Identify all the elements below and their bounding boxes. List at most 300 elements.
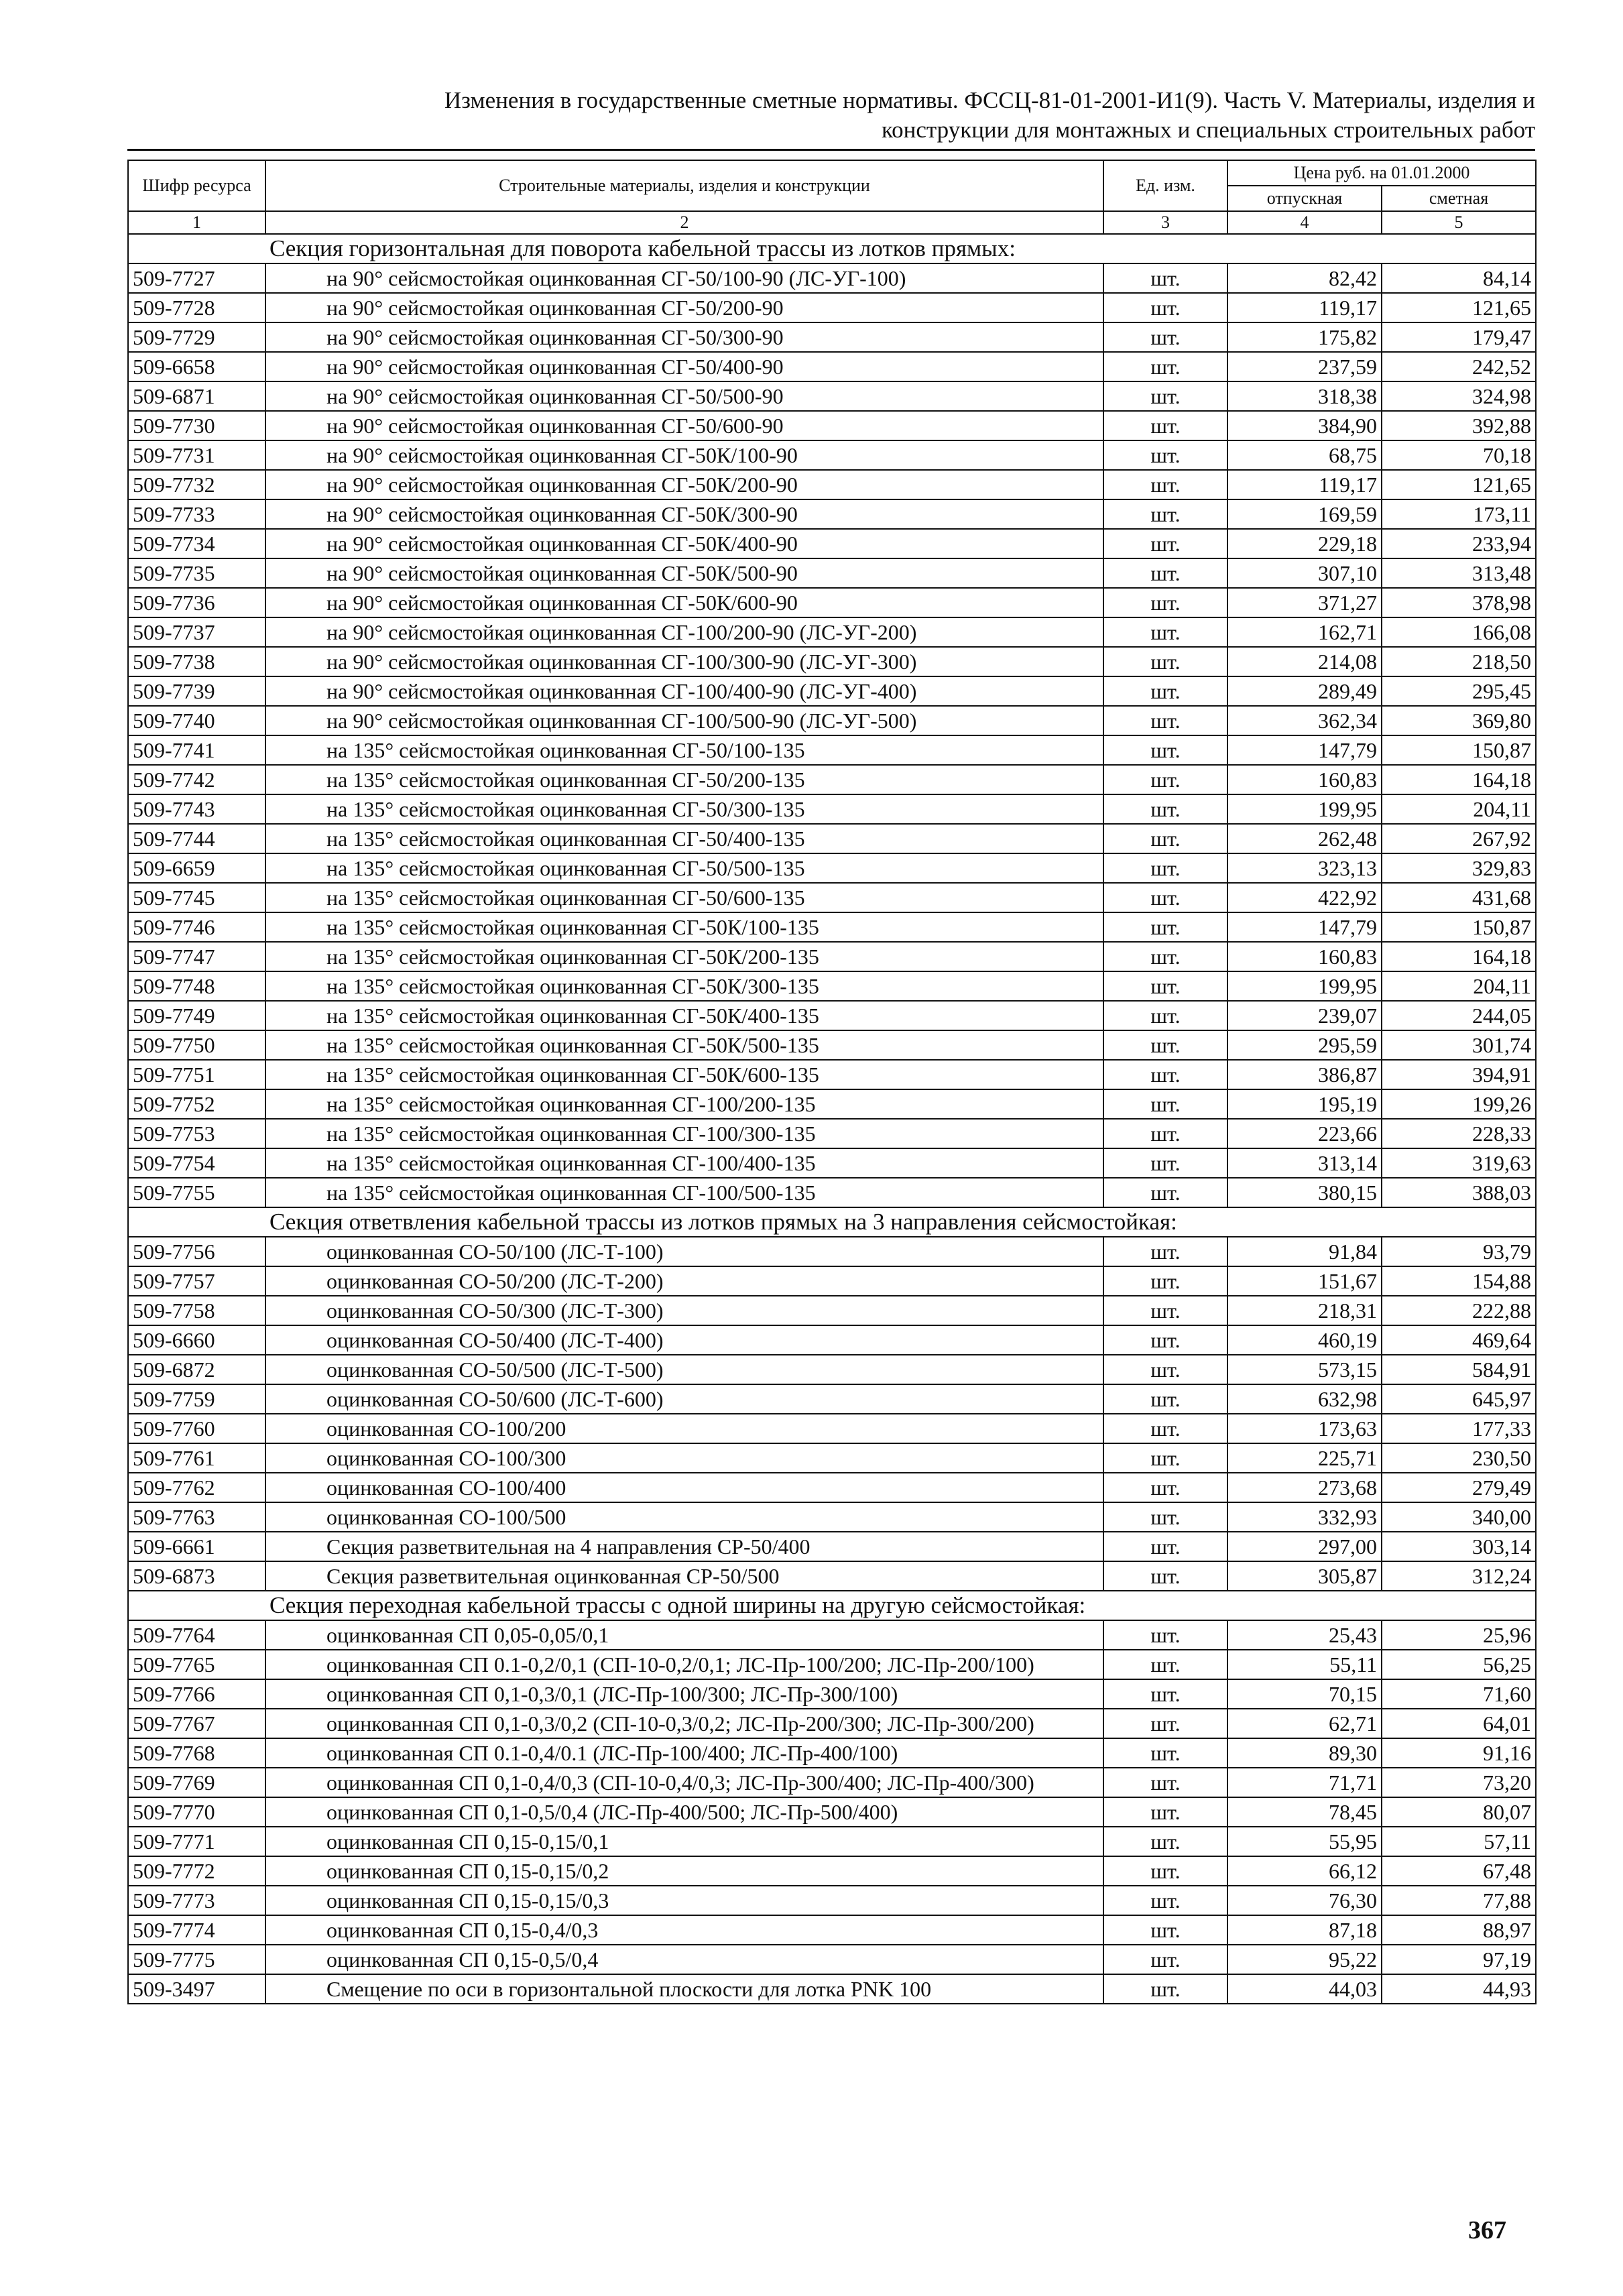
table-row: [128, 411, 1536, 440]
release-price: 460,19: [1227, 1325, 1382, 1355]
item-name: на 90° сейсмостойкая оцинкованная СГ-50К/400-90: [265, 529, 1103, 558]
item-name: на 135° сейсмостойкая оцинкованная СГ-50К/600-135: [265, 1060, 1103, 1089]
estimate-price: 584,91: [1382, 1355, 1536, 1384]
estimate-price: 64,01: [1382, 1709, 1536, 1738]
unit: шт.: [1103, 1355, 1227, 1384]
item-name: оцинкованная СП 0.1-0,4/0.1 (ЛС-Пр-100/400; ЛС-Пр-400/100): [265, 1738, 1103, 1768]
resource-code: 509-7737: [128, 617, 265, 647]
table-row: [128, 1119, 1536, 1148]
table-row: [128, 1650, 1536, 1679]
release-price: 78,45: [1227, 1797, 1382, 1827]
item-name: на 135° сейсмостойкая оцинкованная СГ-50К/100-135: [265, 912, 1103, 942]
column-number: 3: [1103, 211, 1227, 234]
release-price: 55,95: [1227, 1827, 1382, 1856]
document-header: [127, 86, 1535, 145]
release-price: 147,79: [1227, 912, 1382, 942]
estimate-price: 469,64: [1382, 1325, 1536, 1355]
estimate-price: 57,11: [1382, 1827, 1536, 1856]
release-price: 295,59: [1227, 1030, 1382, 1060]
release-price: 70,15: [1227, 1679, 1382, 1709]
item-name: на 135° сейсмостойкая оцинкованная СГ-50К/500-135: [265, 1030, 1103, 1060]
estimate-price: 121,65: [1382, 470, 1536, 499]
unit: шт.: [1103, 470, 1227, 499]
item-name: оцинкованная СО-100/400: [265, 1473, 1103, 1502]
item-name: оцинкованная СО-50/200 (ЛС-Т-200): [265, 1266, 1103, 1296]
estimate-price: 77,88: [1382, 1886, 1536, 1915]
release-price: 55,11: [1227, 1650, 1382, 1679]
item-name: оцинкованная СО-100/300: [265, 1443, 1103, 1473]
unit: шт.: [1103, 765, 1227, 794]
section-title: Секция ответвления кабельной трассы из лотков прямых на 3 направления сейсмостойкая:: [128, 1207, 1536, 1237]
resource-code: 509-7771: [128, 1827, 265, 1856]
table-row: [128, 1709, 1536, 1738]
section-header-row: [128, 1207, 1536, 1237]
estimate-price: 369,80: [1382, 706, 1536, 735]
unit: шт.: [1103, 1797, 1227, 1827]
release-price: 313,14: [1227, 1148, 1382, 1178]
item-name: оцинкованная СО-100/500: [265, 1502, 1103, 1532]
release-price: 223,66: [1227, 1119, 1382, 1148]
table-row: [128, 322, 1536, 352]
estimate-price: 177,33: [1382, 1414, 1536, 1443]
release-price: 297,00: [1227, 1532, 1382, 1561]
release-price: 44,03: [1227, 1974, 1382, 2004]
table-row: [128, 588, 1536, 617]
resource-code: 509-7772: [128, 1856, 265, 1886]
release-price: 218,31: [1227, 1296, 1382, 1325]
table-row: [128, 1325, 1536, 1355]
item-name: на 135° сейсмостойкая оцинкованная СГ-50К/400-135: [265, 1001, 1103, 1030]
release-price: 229,18: [1227, 529, 1382, 558]
unit: шт.: [1103, 1561, 1227, 1591]
estimate-price: 222,88: [1382, 1296, 1536, 1325]
resource-code: 509-7765: [128, 1650, 265, 1679]
resource-code: 509-7751: [128, 1060, 265, 1089]
resource-code: 509-7728: [128, 293, 265, 322]
item-name: оцинкованная СО-50/500 (ЛС-Т-500): [265, 1355, 1103, 1384]
item-name: на 90° сейсмостойкая оцинкованная СГ-100/200-90 (ЛС-УГ-200): [265, 617, 1103, 647]
item-name: на 90° сейсмостойкая оцинкованная СГ-50/500-90: [265, 381, 1103, 411]
unit: шт.: [1103, 499, 1227, 529]
resource-code: 509-7748: [128, 971, 265, 1001]
unit: шт.: [1103, 1679, 1227, 1709]
unit: шт.: [1103, 1089, 1227, 1119]
item-name: оцинкованная СП 0,1-0,5/0,4 (ЛС-Пр-400/500; ЛС-Пр-500/400): [265, 1797, 1103, 1827]
estimate-price: 179,47: [1382, 322, 1536, 352]
resource-code: 509-7770: [128, 1797, 265, 1827]
section-header-row: [128, 1591, 1536, 1620]
estimate-price: 313,48: [1382, 558, 1536, 588]
item-name: на 135° сейсмостойкая оцинкованная СГ-50/400-135: [265, 824, 1103, 853]
table-row: [128, 1679, 1536, 1709]
table-row: [128, 1856, 1536, 1886]
resource-code: 509-7761: [128, 1443, 265, 1473]
item-name: на 135° сейсмостойкая оцинкованная СГ-100/400-135: [265, 1148, 1103, 1178]
resource-code: 509-7747: [128, 942, 265, 971]
estimate-price: 70,18: [1382, 440, 1536, 470]
release-price: 89,30: [1227, 1738, 1382, 1768]
estimate-price: 91,16: [1382, 1738, 1536, 1768]
resource-code: 509-7769: [128, 1768, 265, 1797]
table-row: [128, 853, 1536, 883]
item-name: оцинкованная СО-50/400 (ЛС-Т-400): [265, 1325, 1103, 1355]
release-price: 162,71: [1227, 617, 1382, 647]
section-title: Секция переходная кабельной трассы с одной ширины на другую сейсмостойкая:: [128, 1591, 1536, 1620]
item-name: на 135° сейсмостойкая оцинкованная СГ-50К/200-135: [265, 942, 1103, 971]
item-name: на 90° сейсмостойкая оцинкованная СГ-50К/100-90: [265, 440, 1103, 470]
item-name: оцинкованная СО-50/300 (ЛС-Т-300): [265, 1296, 1103, 1325]
table-row: [128, 470, 1536, 499]
table-row: [128, 647, 1536, 676]
resource-code: 509-7739: [128, 676, 265, 706]
table-row: [128, 794, 1536, 824]
unit: шт.: [1103, 706, 1227, 735]
estimate-price: 324,98: [1382, 381, 1536, 411]
price-table: [127, 160, 1537, 2004]
release-price: 199,95: [1227, 794, 1382, 824]
release-price: 573,15: [1227, 1355, 1382, 1384]
table-row: [128, 1827, 1536, 1856]
unit: шт.: [1103, 1473, 1227, 1502]
release-price: 160,83: [1227, 942, 1382, 971]
table-row: [128, 1089, 1536, 1119]
unit: шт.: [1103, 352, 1227, 381]
resource-code: 509-7735: [128, 558, 265, 588]
unit: шт.: [1103, 971, 1227, 1001]
resource-code: 509-7757: [128, 1266, 265, 1296]
release-price: 66,12: [1227, 1856, 1382, 1886]
unit: шт.: [1103, 1325, 1227, 1355]
release-price: 262,48: [1227, 824, 1382, 853]
release-price: 91,84: [1227, 1237, 1382, 1266]
resource-code: 509-7744: [128, 824, 265, 853]
item-name: на 90° сейсмостойкая оцинкованная СГ-50/100-90 (ЛС-УГ-100): [265, 263, 1103, 293]
table-row: [128, 352, 1536, 381]
release-price: 82,42: [1227, 263, 1382, 293]
release-price: 323,13: [1227, 853, 1382, 883]
table-row: [128, 1030, 1536, 1060]
release-price: 332,93: [1227, 1502, 1382, 1532]
unit: шт.: [1103, 1974, 1227, 2004]
unit: шт.: [1103, 676, 1227, 706]
unit: шт.: [1103, 1532, 1227, 1561]
estimate-price: 56,25: [1382, 1650, 1536, 1679]
release-price: 62,71: [1227, 1709, 1382, 1738]
resource-code: 509-7746: [128, 912, 265, 942]
resource-code: 509-7734: [128, 529, 265, 558]
column-numbers-row: [128, 211, 1536, 234]
item-name: оцинкованная СП 0,15-0,4/0,3: [265, 1915, 1103, 1945]
section-header-row: [128, 234, 1536, 263]
table-row: [128, 1945, 1536, 1974]
resource-code: 509-7763: [128, 1502, 265, 1532]
estimate-price: 166,08: [1382, 617, 1536, 647]
table-row: [128, 1561, 1536, 1591]
page-number: 367: [1468, 2216, 1506, 2244]
item-name: на 90° сейсмостойкая оцинкованная СГ-100/300-90 (ЛС-УГ-300): [265, 647, 1103, 676]
release-price: 371,27: [1227, 588, 1382, 617]
estimate-price: 25,96: [1382, 1620, 1536, 1650]
table-row: [128, 735, 1536, 765]
item-name: на 90° сейсмостойкая оцинкованная СГ-50К/600-90: [265, 588, 1103, 617]
estimate-price: 394,91: [1382, 1060, 1536, 1089]
release-price: 632,98: [1227, 1384, 1382, 1414]
estimate-price: 392,88: [1382, 411, 1536, 440]
table-row: [128, 1296, 1536, 1325]
unit: шт.: [1103, 1650, 1227, 1679]
resource-code: 509-7743: [128, 794, 265, 824]
item-name: на 135° сейсмостойкая оцинкованная СГ-50/200-135: [265, 765, 1103, 794]
resource-code: 509-7738: [128, 647, 265, 676]
resource-code: 509-7736: [128, 588, 265, 617]
unit: шт.: [1103, 853, 1227, 883]
table-row: [128, 529, 1536, 558]
unit: шт.: [1103, 440, 1227, 470]
release-price: 169,59: [1227, 499, 1382, 529]
item-name: на 135° сейсмостойкая оцинкованная СГ-50/300-135: [265, 794, 1103, 824]
resource-code: 509-7762: [128, 1473, 265, 1502]
table-row: [128, 912, 1536, 942]
table-row: [128, 1001, 1536, 1030]
item-name: оцинкованная СП 0,15-0,15/0,1: [265, 1827, 1103, 1856]
estimate-price: 199,26: [1382, 1089, 1536, 1119]
estimate-price: 80,07: [1382, 1797, 1536, 1827]
item-name: на 90° сейсмостойкая оцинкованная СГ-100/400-90 (ЛС-УГ-400): [265, 676, 1103, 706]
table-row: [128, 1060, 1536, 1089]
resource-code: 509-7733: [128, 499, 265, 529]
table-row: [128, 942, 1536, 971]
unit: шт.: [1103, 1738, 1227, 1768]
release-price: 87,18: [1227, 1915, 1382, 1945]
resource-code: 509-7760: [128, 1414, 265, 1443]
resource-code: 509-7764: [128, 1620, 265, 1650]
release-price: 305,87: [1227, 1561, 1382, 1591]
estimate-price: 73,20: [1382, 1768, 1536, 1797]
unit: шт.: [1103, 942, 1227, 971]
table-row: [128, 706, 1536, 735]
estimate-price: 97,19: [1382, 1945, 1536, 1974]
table-row: [128, 1237, 1536, 1266]
item-name: оцинкованная СП 0,05-0,05/0,1: [265, 1620, 1103, 1650]
resource-code: 509-7730: [128, 411, 265, 440]
table-row: [128, 1915, 1536, 1945]
column-number: 1: [128, 211, 265, 234]
estimate-price: 388,03: [1382, 1178, 1536, 1207]
release-price: 386,87: [1227, 1060, 1382, 1089]
item-name: Смещение по оси в горизонтальной плоскости для лотка PNK 100: [265, 1974, 1103, 2004]
resource-code: 509-7759: [128, 1384, 265, 1414]
unit: шт.: [1103, 1502, 1227, 1532]
table-row: [128, 617, 1536, 647]
resource-code: 509-7753: [128, 1119, 265, 1148]
estimate-price: 230,50: [1382, 1443, 1536, 1473]
release-price: 318,38: [1227, 381, 1382, 411]
release-price: 307,10: [1227, 558, 1382, 588]
item-name: Секция разветвительная на 4 направления СР-50/400: [265, 1532, 1103, 1561]
header-price-group: Цена руб. на 01.01.2000: [1227, 160, 1536, 186]
item-name: оцинкованная СО-50/600 (ЛС-Т-600): [265, 1384, 1103, 1414]
unit: шт.: [1103, 411, 1227, 440]
resource-code: 509-6871: [128, 381, 265, 411]
header-line-2: конструкции для монтажных и специальных строительных работ: [881, 117, 1535, 143]
release-price: 173,63: [1227, 1414, 1382, 1443]
release-price: 71,71: [1227, 1768, 1382, 1797]
release-price: 195,19: [1227, 1089, 1382, 1119]
table-body: [128, 234, 1536, 2004]
table-row: [128, 1473, 1536, 1502]
unit: шт.: [1103, 558, 1227, 588]
release-price: 239,07: [1227, 1001, 1382, 1030]
unit: шт.: [1103, 1030, 1227, 1060]
resource-code: 509-6659: [128, 853, 265, 883]
release-price: 214,08: [1227, 647, 1382, 676]
column-number: 5: [1382, 211, 1536, 234]
item-name: на 90° сейсмостойкая оцинкованная СГ-50/200-90: [265, 293, 1103, 322]
header-unit: Ед. изм.: [1103, 160, 1227, 211]
release-price: 422,92: [1227, 883, 1382, 912]
table-row: [128, 558, 1536, 588]
resource-code: 509-7773: [128, 1886, 265, 1915]
table-row: [128, 824, 1536, 853]
estimate-price: 431,68: [1382, 883, 1536, 912]
unit: шт.: [1103, 1414, 1227, 1443]
release-price: 68,75: [1227, 440, 1382, 470]
estimate-price: 645,97: [1382, 1384, 1536, 1414]
unit: шт.: [1103, 1620, 1227, 1650]
item-name: оцинкованная СО-50/100 (ЛС-Т-100): [265, 1237, 1103, 1266]
table-row: [128, 1148, 1536, 1178]
release-price: 25,43: [1227, 1620, 1382, 1650]
column-number: 2: [265, 211, 1103, 234]
unit: шт.: [1103, 529, 1227, 558]
table-row: [128, 499, 1536, 529]
unit: шт.: [1103, 1915, 1227, 1945]
resource-code: 509-7727: [128, 263, 265, 293]
estimate-price: 244,05: [1382, 1001, 1536, 1030]
header-estimate-price: сметная: [1382, 186, 1536, 211]
resource-code: 509-6660: [128, 1325, 265, 1355]
table-row: [128, 1178, 1536, 1207]
table-row: [128, 1738, 1536, 1768]
table-row: [128, 381, 1536, 411]
unit: шт.: [1103, 1060, 1227, 1089]
estimate-price: 173,11: [1382, 499, 1536, 529]
item-name: на 90° сейсмостойкая оцинкованная СГ-50К/200-90: [265, 470, 1103, 499]
resource-code: 509-6873: [128, 1561, 265, 1591]
table-row: [128, 1974, 1536, 2004]
resource-code: 509-7774: [128, 1915, 265, 1945]
table-row: [128, 1355, 1536, 1384]
item-name: оцинкованная СП 0,1-0,4/0,3 (СП-10-0,4/0,3; ЛС-Пр-300/400; ЛС-Пр-400/300): [265, 1768, 1103, 1797]
item-name: оцинкованная СП 0,15-0,5/0,4: [265, 1945, 1103, 1974]
estimate-price: 228,33: [1382, 1119, 1536, 1148]
table-row: [128, 293, 1536, 322]
unit: шт.: [1103, 912, 1227, 942]
release-price: 160,83: [1227, 765, 1382, 794]
unit: шт.: [1103, 735, 1227, 765]
estimate-price: 164,18: [1382, 942, 1536, 971]
unit: шт.: [1103, 1443, 1227, 1473]
table-row: [128, 1384, 1536, 1414]
release-price: 147,79: [1227, 735, 1382, 765]
resource-code: 509-7752: [128, 1089, 265, 1119]
estimate-price: 150,87: [1382, 912, 1536, 942]
unit: шт.: [1103, 293, 1227, 322]
item-name: на 90° сейсмостойкая оцинкованная СГ-50/300-90: [265, 322, 1103, 352]
resource-code: 509-7750: [128, 1030, 265, 1060]
release-price: 362,34: [1227, 706, 1382, 735]
item-name: на 90° сейсмостойкая оцинкованная СГ-50К/500-90: [265, 558, 1103, 588]
release-price: 119,17: [1227, 293, 1382, 322]
table-row: [128, 676, 1536, 706]
resource-code: 509-6661: [128, 1532, 265, 1561]
item-name: на 135° сейсмостойкая оцинкованная СГ-100/200-135: [265, 1089, 1103, 1119]
estimate-price: 233,94: [1382, 529, 1536, 558]
unit: шт.: [1103, 1178, 1227, 1207]
resource-code: 509-3497: [128, 1974, 265, 2004]
unit: шт.: [1103, 794, 1227, 824]
unit: шт.: [1103, 588, 1227, 617]
unit: шт.: [1103, 1856, 1227, 1886]
unit: шт.: [1103, 1768, 1227, 1797]
estimate-price: 164,18: [1382, 765, 1536, 794]
unit: шт.: [1103, 1886, 1227, 1915]
release-price: 289,49: [1227, 676, 1382, 706]
table-row: [128, 1443, 1536, 1473]
section-title: Секция горизонтальная для поворота кабельной трассы из лотков прямых:: [128, 234, 1536, 263]
table-row: [128, 1502, 1536, 1532]
estimate-price: 319,63: [1382, 1148, 1536, 1178]
item-name: на 90° сейсмостойкая оцинкованная СГ-50К/300-90: [265, 499, 1103, 529]
item-name: на 90° сейсмостойкая оцинкованная СГ-50/600-90: [265, 411, 1103, 440]
table-row: [128, 263, 1536, 293]
release-price: 95,22: [1227, 1945, 1382, 1974]
estimate-price: 279,49: [1382, 1473, 1536, 1502]
estimate-price: 378,98: [1382, 588, 1536, 617]
header-name: Строительные материалы, изделия и конструкции: [265, 160, 1103, 211]
estimate-price: 303,14: [1382, 1532, 1536, 1561]
resource-code: 509-7741: [128, 735, 265, 765]
table-row: [128, 971, 1536, 1001]
table-row: [128, 1266, 1536, 1296]
resource-code: 509-6872: [128, 1355, 265, 1384]
item-name: на 135° сейсмостойкая оцинкованная СГ-50/100-135: [265, 735, 1103, 765]
unit: шт.: [1103, 1119, 1227, 1148]
item-name: оцинкованная СП 0.1-0,2/0,1 (СП-10-0,2/0,1; ЛС-Пр-100/200; ЛС-Пр-200/100): [265, 1650, 1103, 1679]
resource-code: 509-7729: [128, 322, 265, 352]
table-row: [128, 1532, 1536, 1561]
unit: шт.: [1103, 1945, 1227, 1974]
estimate-price: 71,60: [1382, 1679, 1536, 1709]
item-name: на 135° сейсмостойкая оцинкованная СГ-100/500-135: [265, 1178, 1103, 1207]
unit: шт.: [1103, 617, 1227, 647]
item-name: оцинкованная СО-100/200: [265, 1414, 1103, 1443]
resource-code: 509-7775: [128, 1945, 265, 1974]
resource-code: 509-7754: [128, 1148, 265, 1178]
unit: шт.: [1103, 1266, 1227, 1296]
item-name: оцинкованная СП 0,15-0,15/0,2: [265, 1856, 1103, 1886]
header-line-1: Изменения в государственные сметные нормативы. ФССЦ-81-01-2001-И1(9). Часть V. Материалы, изделия и: [444, 87, 1535, 113]
item-name: на 135° сейсмостойкая оцинкованная СГ-50/500-135: [265, 853, 1103, 883]
unit: шт.: [1103, 322, 1227, 352]
unit: шт.: [1103, 263, 1227, 293]
item-name: на 135° сейсмостойкая оцинкованная СГ-100/300-135: [265, 1119, 1103, 1148]
unit: шт.: [1103, 824, 1227, 853]
unit: шт.: [1103, 381, 1227, 411]
table-row: [128, 1768, 1536, 1797]
resource-code: 509-7749: [128, 1001, 265, 1030]
estimate-price: 150,87: [1382, 735, 1536, 765]
